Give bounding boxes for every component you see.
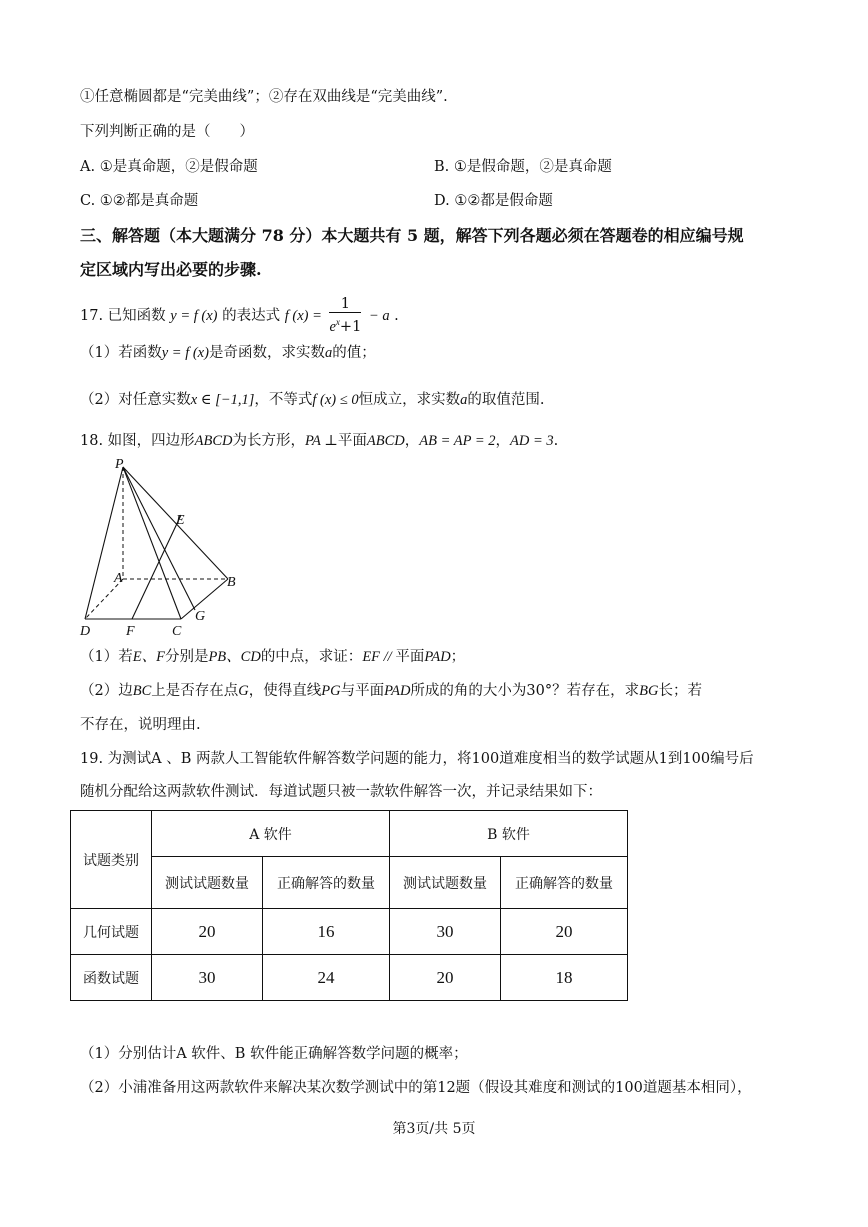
- table-cell: 30: [152, 955, 263, 1001]
- row-header-cell: 试题类别: [71, 811, 152, 909]
- q16-prompt: 下列判断正确的是（ ）: [80, 124, 254, 140]
- row-label: 函数试题: [71, 955, 152, 1001]
- sub-header: 测试试题数量: [152, 857, 263, 909]
- table-cell: 30: [390, 909, 501, 955]
- q16-option-a: A. ①是真命题，②是假命题: [80, 159, 258, 175]
- label-a: A: [114, 571, 123, 586]
- table-row: [71, 955, 628, 1001]
- q16-statement: ①任意椭圆都是“完美曲线”；②存在双曲线是“完美曲线”.: [80, 89, 448, 105]
- table-row: [71, 909, 628, 955]
- q16-option-c: C. ①②都是真命题: [80, 193, 199, 209]
- table-cell: 24: [263, 955, 390, 1001]
- q19-part1: （1）分别估计A 软件、B 软件能正确解答数学问题的概率；: [80, 1046, 468, 1062]
- q17-fraction: $\frac{1}{e^x+1}$: [329, 296, 362, 335]
- q19-part2: （2）小浦准备用这两款软件来解决某次数学测试中的第12题（假设其难度和测试的100道题基本相同），: [80, 1080, 752, 1096]
- label-f: F: [126, 624, 135, 639]
- label-g: G: [195, 609, 206, 624]
- q16-option-d: D. ①②都是假命题: [434, 193, 553, 209]
- q18-part2-line2: 不存在，说明理由.: [80, 717, 201, 733]
- label-b: B: [227, 575, 236, 590]
- table-cell: 20: [390, 955, 501, 1001]
- page-footer: 第3页/共 5页: [392, 1121, 476, 1137]
- row-label: 几何试题: [71, 909, 152, 955]
- table-cell: 16: [263, 909, 390, 955]
- sub-header: 正确解答的数量: [263, 857, 390, 909]
- q17-part2: （2）对任意实数x ∈ [−1,1]，不等式f (x) ≤ 0恒成立，求实数a的取值范围.: [80, 392, 545, 408]
- table-cell: 20: [152, 909, 263, 955]
- q18-part1: （1）若E、F分别是PB、CD的中点，求证：EF // 平面PAD；: [80, 649, 466, 665]
- label-e: E: [176, 513, 185, 528]
- q18-stem: 18. 如图，四边形ABCD为长方形，PA ⊥平面ABCD，AB = AP = 2，AD = 3.: [80, 433, 559, 449]
- table-cell: 20: [501, 909, 628, 955]
- q18-pyramid-figure: [70, 455, 250, 645]
- group-b-header: B 软件: [390, 811, 628, 857]
- q19-stem-line1: 19. 为测试A 、B 两款人工智能软件解答数学问题的能力，将100道难度相当的数学试题从1到100编号后: [80, 751, 754, 767]
- section3-heading-line2: 定区域内写出必要的步骤.: [80, 260, 262, 279]
- table-cell: 18: [501, 955, 628, 1001]
- label-p: P: [115, 457, 124, 472]
- q19-results-table: [70, 810, 628, 1001]
- label-d: D: [80, 624, 91, 639]
- q17-part1: （1）若函数y = f (x)是奇函数，求实数a的值；: [80, 345, 376, 361]
- sub-header: 正确解答的数量: [501, 857, 628, 909]
- label-c: C: [172, 624, 182, 639]
- q18-part2: （2）边BC上是否存在点G，使得直线PG与平面PAD所成的角的大小为30°？若存在，求BG长；若: [80, 683, 702, 699]
- group-a-header: A 软件: [152, 811, 390, 857]
- sub-header: 测试试题数量: [390, 857, 501, 909]
- q16-option-b: B. ①是假命题，②是真命题: [434, 159, 612, 175]
- q17-stem: 17. 已知函数 y = f (x) 的表达式 f (x) = $\frac{1}{e^x+1}$ − a .: [80, 296, 399, 335]
- q19-stem-line2: 随机分配给这两款软件测试．每道试题只被一款软件解答一次，并记录结果如下：: [80, 784, 602, 800]
- section3-heading-line1: 三、解答题（本大题满分 78 分）本大题共有 5 题，解答下列各题必须在答题卷的相应编号规: [80, 226, 744, 245]
